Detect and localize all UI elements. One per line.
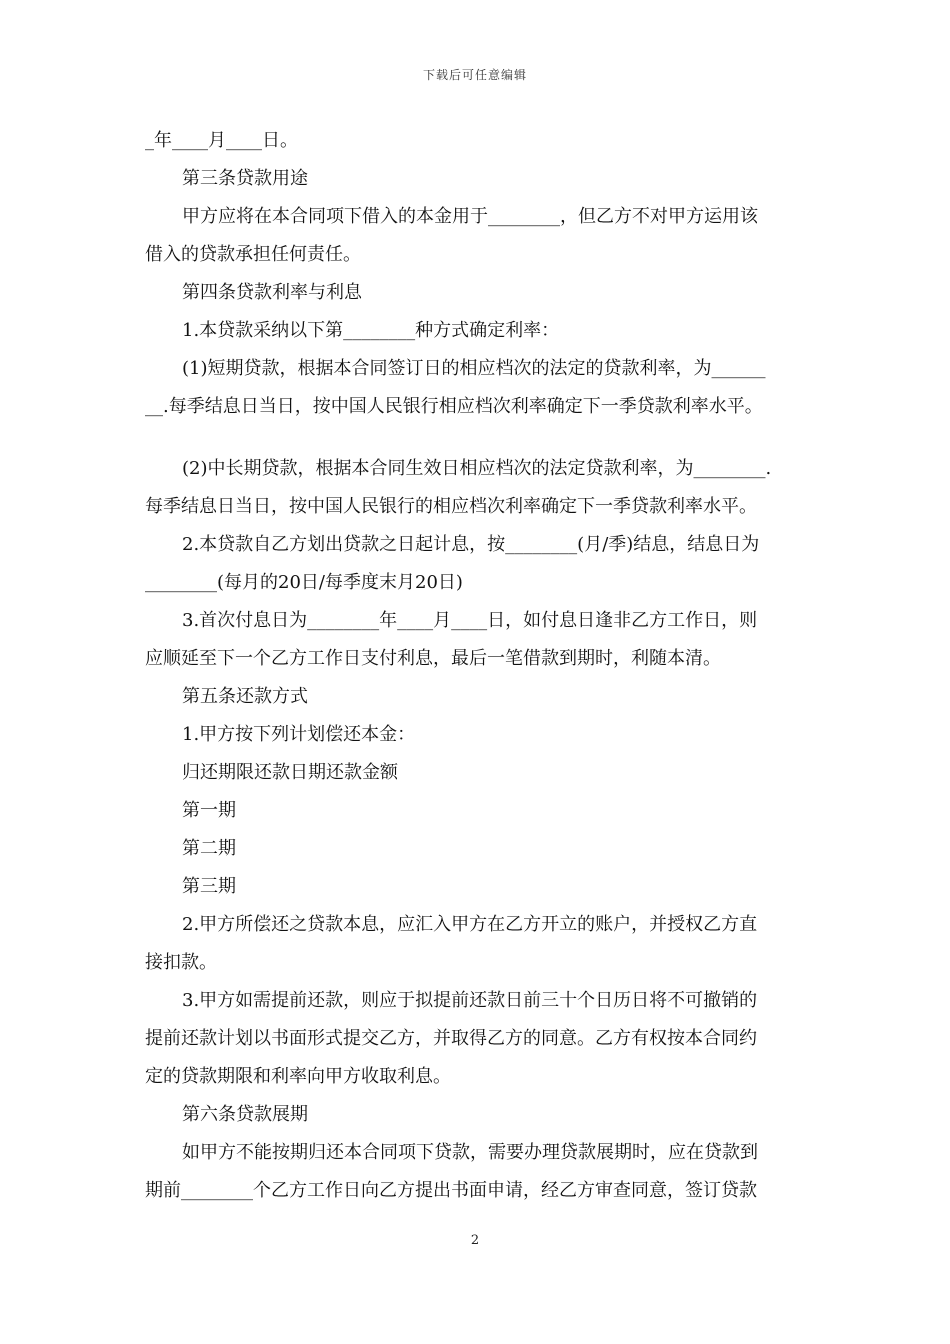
page-number: 2 [470, 1233, 480, 1248]
text-line: 3.首次付息日为________年____月____日，如付息日逢非乙方工作日，则 [182, 610, 758, 631]
text-line: 借入的贷款承担任何责任。 [145, 244, 361, 265]
text-line: 第二期 [182, 838, 236, 859]
text-line: (1)短期贷款，根据本合同签订日的相应档次的法定的贷款利率，为______ [182, 358, 766, 379]
text-line: 3.甲方如需提前还款，则应于拟提前还款日前三十个日历日将不可撤销的 [182, 990, 758, 1011]
text-line: 第一期 [182, 800, 236, 821]
document-body [145, 122, 810, 1210]
section-heading: 第五条还款方式 [182, 686, 308, 707]
paragraph-gap [145, 426, 810, 450]
text-line: 2.本贷款自乙方划出贷款之日起计息，按________(月/季)结息，结息日为 [182, 534, 760, 555]
text-line: 甲方应将在本合同项下借入的本金用于________，但乙方不对甲方运用该 [182, 206, 758, 227]
section-heading: 第六条贷款展期 [182, 1104, 308, 1125]
text-line: __.每季结息日当日，按中国人民银行相应档次利率确定下一季贷款利率水平。 [145, 396, 763, 417]
text-line: 如甲方不能按期归还本合同项下贷款，需要办理贷款展期时，应在贷款到 [182, 1142, 758, 1163]
section-heading: 第三条贷款用途 [182, 168, 308, 189]
text-line: 应顺延至下一个乙方工作日支付利息，最后一笔借款到期时，利随本清。 [145, 648, 721, 669]
text-line: 期前________个乙方工作日向乙方提出书面申请，经乙方审查同意，签订贷款 [145, 1180, 757, 1201]
text-line: 每季结息日当日，按中国人民银行的相应档次利率确定下一季贷款利率水平。 [145, 496, 757, 517]
text-line: 第三期 [182, 876, 236, 897]
text-line: 2.甲方所偿还之贷款本息，应汇入甲方在乙方开立的账户，并授权乙方直 [182, 914, 758, 935]
section-heading: 第四条贷款利率与利息 [182, 282, 362, 303]
text-line: _年____月____日。 [145, 130, 298, 151]
text-line: 1.甲方按下列计划偿还本金： [182, 724, 416, 745]
text-line: 提前还款计划以书面形式提交乙方，并取得乙方的同意。乙方有权按本合同约 [145, 1028, 757, 1049]
page-header: 下载后可任意编辑 [422, 68, 527, 82]
text-line: 1.本贷款采纳以下第________种方式确定利率： [182, 320, 560, 341]
text-line: 定的贷款期限和利率向甲方收取利息。 [145, 1066, 451, 1087]
text-line: ________(每月的20日/每季度末月20日) [145, 572, 463, 593]
text-line: 归还期限还款日期还款金额 [182, 762, 398, 783]
text-line: (2)中长期贷款，根据本合同生效日相应档次的法定贷款利率，为________. [182, 458, 772, 479]
text-line: 接扣款。 [145, 952, 217, 973]
